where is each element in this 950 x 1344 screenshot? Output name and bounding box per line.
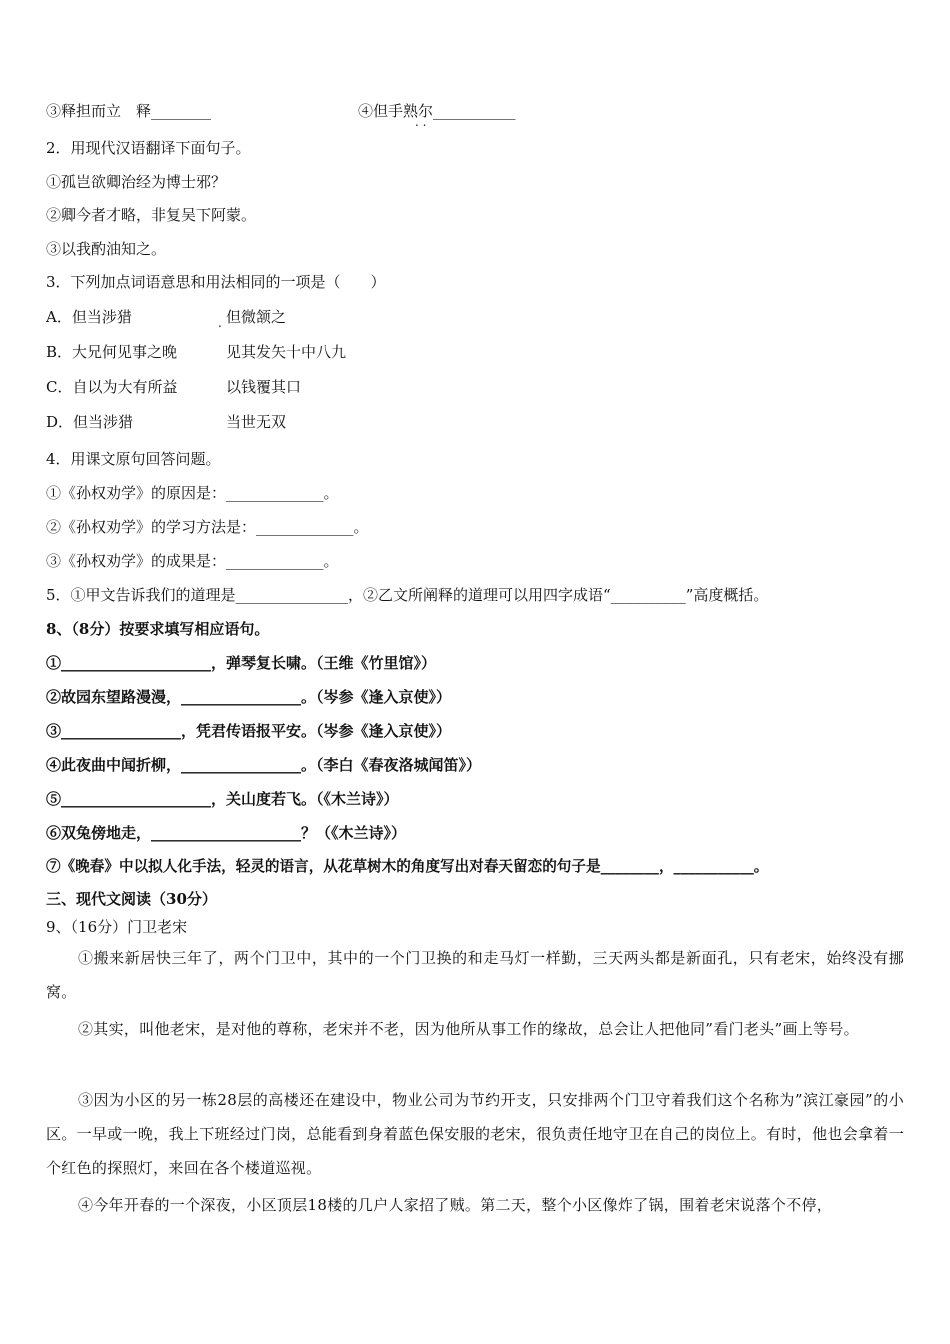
q3-option-label: B．大兄何见事之晚	[46, 343, 178, 361]
q8-item: ②故园东望路漫漫，________________。（岑参《逢入京使》）	[46, 688, 452, 706]
q8-item: ⑦《晚春》中以拟人化手法，轻灵的语言，从花草树木的角度写出对春天留恋的句子是________，___________。	[46, 858, 769, 875]
q3-option-right: 当世无双	[226, 413, 287, 431]
q3-option-c	[46, 377, 302, 397]
q1-item-4	[358, 101, 516, 129]
q3-option-right: 见其发矢十中八九	[226, 343, 347, 361]
q3-option-b	[46, 342, 347, 362]
q3-title: 3．下列加点词语意思和用法相同的一项是（ ）	[46, 273, 386, 291]
q4-item: ②《孙权劝学》的学习方法是：_____________。	[46, 518, 369, 536]
q9-paragraph-2: ②其实，叫他老宋，是对他的尊称，老宋并不老，因为他所从事工作的缘故，总会让人把他同”看门老头”画上等号。	[78, 1020, 859, 1038]
q8-item: ⑥双兔傍地走，____________________？（《木兰诗》）	[46, 824, 407, 842]
q3-option-a	[46, 307, 287, 330]
q3-option-right: . 但微颔之	[218, 308, 287, 330]
q1-item-4-prefix: ④但手熟	[358, 102, 419, 120]
q2-title: 2．用现代汉语翻译下面句子。	[46, 139, 251, 157]
q9-paragraph-4: ④今年开春的一个深夜，小区顶层18楼的几户人家招了贼。第二天，整个小区像炸了锅，围着老宋说落个不停，	[78, 1196, 833, 1214]
q8-item: ①____________________，弹琴复长啸。（王维《竹里馆》）	[46, 654, 437, 672]
q3-option-label: D．但当涉猎	[46, 413, 134, 431]
q2-item: ②卿今者才略，非复吴下阿蒙。	[46, 206, 257, 224]
q1-item-4-blank: ___________	[433, 102, 516, 120]
q4-item: ①《孙权劝学》的原因是：_____________。	[46, 484, 339, 502]
q3-option-right: 以钱覆其口	[226, 378, 302, 396]
q3-option-d	[46, 412, 287, 432]
q8-item: ③________________，凭君传语报平安。（岑参《逢入京使》）	[46, 722, 452, 740]
q8-item: ④此夜曲中闻折柳，________________。（李白《春夜洛城闻笛》）	[46, 756, 482, 774]
q9-title: 9、（16分）门卫老宋	[46, 918, 188, 936]
q2-item: ③以我酌油知之。	[46, 240, 167, 258]
section-3-title: 三、现代文阅读（30分）	[46, 890, 217, 908]
q5-text: 5．①甲文告诉我们的道理是_______________，②乙文所阐释的道理可以用四字成语“__________”高度概括。	[46, 586, 769, 604]
q2-item: ①孤岂欲卿治经为博士邪？	[46, 173, 227, 191]
q1-item-3: ③释担而立 释________	[46, 102, 212, 120]
q4-title: 4．用课文原句回答问题。	[46, 450, 221, 468]
q3-option-label: C．自以为大有所益	[46, 378, 178, 396]
q8-item: ⑤____________________，关山度若飞。（《木兰诗》）	[46, 790, 399, 808]
q1-item-4-dotted-char: 尔 . .	[415, 102, 434, 129]
q9-paragraph-1: ①搬来新居快三年了，两个门卫中，其中的一个门卫换的和走马灯一样勤，三天两头都是新面孔，只有老宋，始终没有挪窝。	[46, 949, 904, 1001]
q8-title: 8、（8分）按要求填写相应语句。	[46, 620, 270, 638]
q9-paragraph-3: ③因为小区的另一栋28层的高楼还在建设中，物业公司为节约开支，只安排两个门卫守着我们这个名称为”滨江豪园”的小区。一早或一晚，我上下班经过门岗，总能看到身着蓝色保安服的老宋，很负责任地守卫在自己的岗位上。有时，他也会拿着一个红色的探照灯，来回在各个楼道巡视。	[46, 1091, 904, 1177]
q4-item: ③《孙权劝学》的成果是：_____________。	[46, 552, 339, 570]
q3-option-label: A．但当涉猎	[46, 308, 132, 326]
